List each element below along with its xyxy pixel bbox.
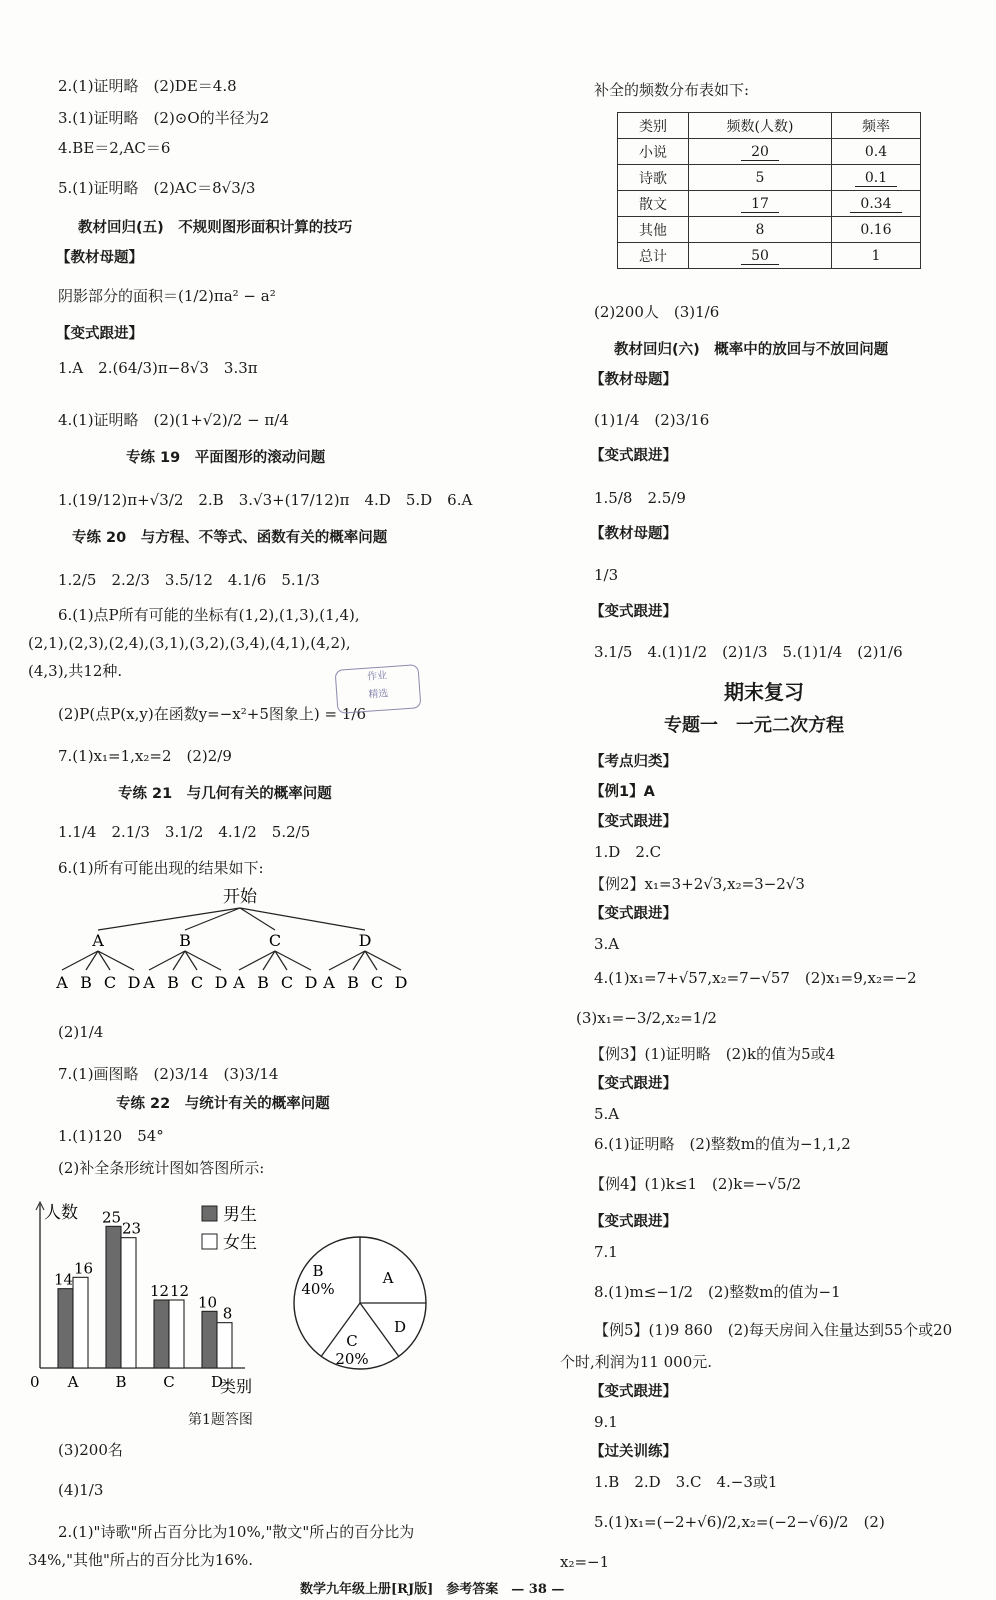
answer-line: 【例4】(1)k≤1 (2)k=−√5/2 bbox=[590, 1175, 802, 1193]
tree-leaf: C bbox=[370, 973, 384, 992]
label-variant: 【变式跟进】 bbox=[590, 1214, 677, 1230]
bar-value-label: 23 bbox=[121, 1219, 142, 1238]
bar-value-label: 8 bbox=[222, 1304, 233, 1323]
answer-line: 1.B 2.D 3.C 4.−3或1 bbox=[594, 1473, 778, 1491]
tree-leaf: C bbox=[103, 973, 117, 992]
section-title: 专练 21 与几何有关的概率问题 bbox=[118, 786, 332, 802]
answer-line: 3.(1)证明略 (2)⊙O的半径为2 bbox=[58, 109, 270, 127]
section-title: 专练 19 平面图形的滚动问题 bbox=[126, 450, 326, 466]
answer-line: 1.(19/12)π+√3/2 2.B 3.√3+(17/12)π 4.D 5.D 6.A bbox=[58, 491, 473, 509]
tree-leaf: D bbox=[127, 973, 141, 992]
answer-line: 1.(1)120 54° bbox=[58, 1127, 164, 1145]
pie-slice-percent: 20% bbox=[335, 1350, 369, 1368]
bar bbox=[202, 1311, 217, 1368]
answer-line: 3.1/5 4.(1)1/2 (2)1/3 5.(1)1/4 (2)1/6 bbox=[594, 643, 903, 661]
answer-line: 1.5/8 2.5/9 bbox=[594, 489, 686, 507]
answer-line: x₂=−1 bbox=[560, 1553, 610, 1571]
pie-slice-label: B bbox=[312, 1262, 324, 1280]
bar bbox=[58, 1289, 73, 1368]
filled-value: 50 bbox=[741, 248, 779, 265]
tree-leaf: A bbox=[56, 973, 68, 992]
table-header-row bbox=[618, 113, 921, 139]
answer-line: 阴影部分的面积＝(1/2)πa² − a² bbox=[58, 287, 276, 305]
origin-label: 0 bbox=[30, 1373, 40, 1391]
tree-leaf: A bbox=[233, 973, 245, 992]
filled-value: 17 bbox=[741, 196, 779, 213]
tree-node: A bbox=[92, 931, 104, 950]
label-variant: 【变式跟进】 bbox=[590, 906, 677, 922]
stamp: 作业 精选 bbox=[335, 664, 422, 714]
bar-value-label: 10 bbox=[197, 1293, 218, 1312]
tree-leaf: C bbox=[280, 973, 294, 992]
answer-line: (2)200人 (3)1/6 bbox=[594, 303, 720, 321]
figure-caption: 第1题答图 bbox=[188, 1412, 253, 1428]
table-cell: 1 bbox=[832, 243, 921, 269]
answer-line: (2)P(点P(x,y)在函数y=−x²+5图象上) = 1/6 bbox=[58, 705, 366, 723]
answer-line: 5.(1)证明略 (2)AC＝8√3/3 bbox=[58, 179, 256, 197]
bar-value-label: 16 bbox=[73, 1259, 94, 1278]
bar bbox=[121, 1238, 136, 1368]
y-axis-label: 人数 bbox=[44, 1203, 78, 1223]
table-cell bbox=[689, 139, 832, 165]
answer-line: 5.A bbox=[594, 1105, 620, 1123]
tree-leaf: D bbox=[394, 973, 408, 992]
table-cell bbox=[832, 165, 921, 191]
answer-line: 【例2】x₁=3+2√3,x₂=3−2√3 bbox=[590, 875, 805, 893]
label-variant: 【变式跟进】 bbox=[590, 1076, 677, 1092]
bar-value-label: 12 bbox=[149, 1282, 170, 1300]
answer-line: (1)1/4 (2)3/16 bbox=[594, 411, 710, 429]
legend-label: 女生 bbox=[223, 1233, 257, 1253]
table-row bbox=[618, 139, 921, 165]
bar-value-label: 25 bbox=[101, 1208, 122, 1227]
answer-line: 5.(1)x₁=(−2+√6)/2,x₂=(−2−√6)/2 (2) bbox=[594, 1513, 885, 1531]
pie-slice-label: C bbox=[346, 1332, 358, 1350]
answer-line: 2.(1)"诗歌"所占百分比为10%,"散文"所占的百分比为 bbox=[58, 1523, 415, 1541]
bar bbox=[106, 1226, 121, 1368]
answer-line: 3.A bbox=[594, 935, 620, 953]
label-mother: 【教材母题】 bbox=[590, 526, 677, 542]
answer-line: 个时,利润为11 000元. bbox=[560, 1353, 713, 1371]
answer-line: 7.(1)x₁=1,x₂=2 (2)2/9 bbox=[58, 747, 232, 765]
frequency-table bbox=[617, 112, 921, 269]
section-title: 专练 22 与统计有关的概率问题 bbox=[116, 1096, 330, 1112]
answer-line: 34%,"其他"所占的百分比为16%. bbox=[28, 1551, 254, 1569]
filled-value: 20 bbox=[741, 144, 779, 161]
answer-line: 6.(1)点P所有可能的坐标有(1,2),(1,3),(1,4), bbox=[58, 606, 360, 624]
answer-line: 7.(1)画图略 (2)3/14 (3)3/14 bbox=[58, 1065, 279, 1083]
table-cell: 0.16 bbox=[832, 217, 921, 243]
answer-line: 6.(1)证明略 (2)整数m的值为−1,1,2 bbox=[594, 1135, 851, 1153]
bar bbox=[73, 1277, 88, 1368]
answer-line: (4,3),共12种. bbox=[28, 662, 123, 680]
filled-value: 0.34 bbox=[850, 196, 901, 213]
answer-line: 1.2/5 2.2/3 3.5/12 4.1/6 5.1/3 bbox=[58, 571, 320, 589]
answer-line: 2.(1)证明略 (2)DE＝4.8 bbox=[58, 77, 237, 95]
answer-line: (2,1),(2,3),(2,4),(3,1),(3,2),(3,4),(4,1),(4,2), bbox=[28, 634, 351, 652]
section-title: 教材回归(六) 概率中的放回与不放回问题 bbox=[614, 342, 889, 358]
table-intro: 补全的频数分布表如下: bbox=[594, 81, 750, 99]
answer-line: 7.1 bbox=[594, 1243, 618, 1261]
table-cell: 其他 bbox=[618, 217, 689, 243]
label-variant: 【变式跟进】 bbox=[56, 326, 143, 342]
tree-leaf: C bbox=[190, 973, 204, 992]
table-row bbox=[618, 243, 921, 269]
answer-line: 【例3】(1)证明略 (2)k的值为5或4 bbox=[590, 1045, 836, 1063]
answer-line: 4.(1)x₁=7+√57,x₂=7−√57 (2)x₁=9,x₂=−2 bbox=[594, 969, 917, 987]
tree-diagram bbox=[40, 880, 420, 1010]
label-variant: 【变式跟进】 bbox=[590, 604, 677, 620]
table-cell: 0.4 bbox=[832, 139, 921, 165]
table-header-cell: 频率 bbox=[832, 113, 921, 139]
x-tick-label: D bbox=[210, 1373, 224, 1391]
tree-leaf: D bbox=[304, 973, 318, 992]
answer-line: 1.A 2.(64/3)π−8√3 3.3π bbox=[58, 359, 258, 377]
answer-line: (2)补全条形统计图如答图所示: bbox=[58, 1159, 265, 1177]
answer-line: (2)1/4 bbox=[58, 1023, 104, 1041]
section-title: 专练 20 与方程、不等式、函数有关的概率问题 bbox=[72, 530, 388, 546]
bar bbox=[154, 1300, 169, 1368]
answer-line: 4.BE＝2,AC＝6 bbox=[58, 139, 171, 157]
answer-line: 4.(1)证明略 (2)(1+√2)/2 − π/4 bbox=[58, 411, 289, 429]
bar-value-label: 12 bbox=[169, 1282, 190, 1300]
pie-slice-percent: 40% bbox=[301, 1280, 335, 1298]
x-tick-label: A bbox=[67, 1373, 79, 1391]
legend-swatch bbox=[202, 1206, 217, 1221]
answer-line: 9.1 bbox=[594, 1413, 618, 1431]
tree-edge bbox=[185, 908, 240, 930]
table-row bbox=[618, 165, 921, 191]
label-variant: 【变式跟进】 bbox=[590, 448, 677, 464]
table-cell: 散文 bbox=[618, 191, 689, 217]
table-header-cell: 频数(人数) bbox=[689, 113, 832, 139]
table-cell bbox=[689, 191, 832, 217]
table-cell bbox=[689, 243, 832, 269]
table-cell: 5 bbox=[689, 165, 832, 191]
tree-leaf: B bbox=[167, 973, 179, 992]
tree-leaf: A bbox=[323, 973, 335, 992]
answer-line: (3)200名 bbox=[58, 1441, 123, 1459]
table-cell: 总计 bbox=[618, 243, 689, 269]
table-row bbox=[618, 217, 921, 243]
filled-value: 0.1 bbox=[855, 170, 897, 187]
answer-line: 6.(1)所有可能出现的结果如下: bbox=[58, 859, 264, 877]
bar bbox=[169, 1300, 184, 1368]
pie-slice-label: A bbox=[382, 1269, 394, 1287]
bar bbox=[217, 1323, 232, 1368]
topic-title: 专题一 一元二次方程 bbox=[664, 715, 844, 736]
final-review-title: 期末复习 bbox=[724, 680, 804, 704]
answer-line: 1.D 2.C bbox=[594, 843, 662, 861]
tree-leaf: A bbox=[143, 973, 155, 992]
table-header-cell: 类别 bbox=[618, 113, 689, 139]
answer-line: 【例1】A bbox=[590, 784, 655, 800]
bar-value-label: 14 bbox=[53, 1270, 74, 1289]
table-cell: 8 bbox=[689, 217, 832, 243]
label: 【过关训练】 bbox=[590, 1444, 677, 1460]
tree-leaf: B bbox=[80, 973, 92, 992]
label-mother: 【教材母题】 bbox=[590, 372, 677, 388]
tree-edge bbox=[240, 908, 365, 930]
tree-node: D bbox=[358, 931, 372, 950]
page-footer: 数学九年级上册[RJ版] 参考答案 — 38 — bbox=[300, 1582, 565, 1597]
pie-slice-label: D bbox=[393, 1318, 407, 1336]
tree-root: 开始 bbox=[223, 887, 257, 907]
x-tick-label: C bbox=[163, 1373, 175, 1391]
answer-line: 【例5】(1)9 860 (2)每天房间入住量达到55个或20 bbox=[594, 1321, 953, 1339]
tree-node: C bbox=[268, 931, 282, 950]
tree-edge bbox=[98, 908, 240, 930]
tree-node: B bbox=[179, 931, 191, 950]
x-axis-label: 类别 bbox=[220, 1377, 253, 1396]
answer-line: (3)x₁=−3/2,x₂=1/2 bbox=[576, 1009, 717, 1027]
table-cell bbox=[832, 191, 921, 217]
pie-chart bbox=[290, 1228, 440, 1378]
section-title: 教材回归(五) 不规则图形面积计算的技巧 bbox=[78, 220, 353, 236]
answer-line: 1.1/4 2.1/3 3.1/2 4.1/2 5.2/5 bbox=[58, 823, 311, 841]
label-variant: 【变式跟进】 bbox=[590, 1384, 677, 1400]
answer-line: 1/3 bbox=[594, 566, 619, 584]
bar-chart bbox=[20, 1196, 290, 1406]
legend-swatch bbox=[202, 1234, 217, 1249]
tree-leaf: B bbox=[257, 973, 269, 992]
x-tick-label: B bbox=[115, 1373, 127, 1391]
answer-line: (4)1/3 bbox=[58, 1481, 104, 1499]
table-cell: 诗歌 bbox=[618, 165, 689, 191]
tree-leaf: D bbox=[214, 973, 228, 992]
label: 【考点归类】 bbox=[590, 754, 677, 770]
label-mother: 【教材母题】 bbox=[56, 250, 143, 266]
legend-label: 男生 bbox=[223, 1205, 257, 1225]
table-row bbox=[618, 191, 921, 217]
tree-leaf: B bbox=[347, 973, 359, 992]
table-cell: 小说 bbox=[618, 139, 689, 165]
answer-line: 8.(1)m≤−1/2 (2)整数m的值为−1 bbox=[594, 1283, 841, 1301]
label-variant: 【变式跟进】 bbox=[590, 814, 677, 830]
